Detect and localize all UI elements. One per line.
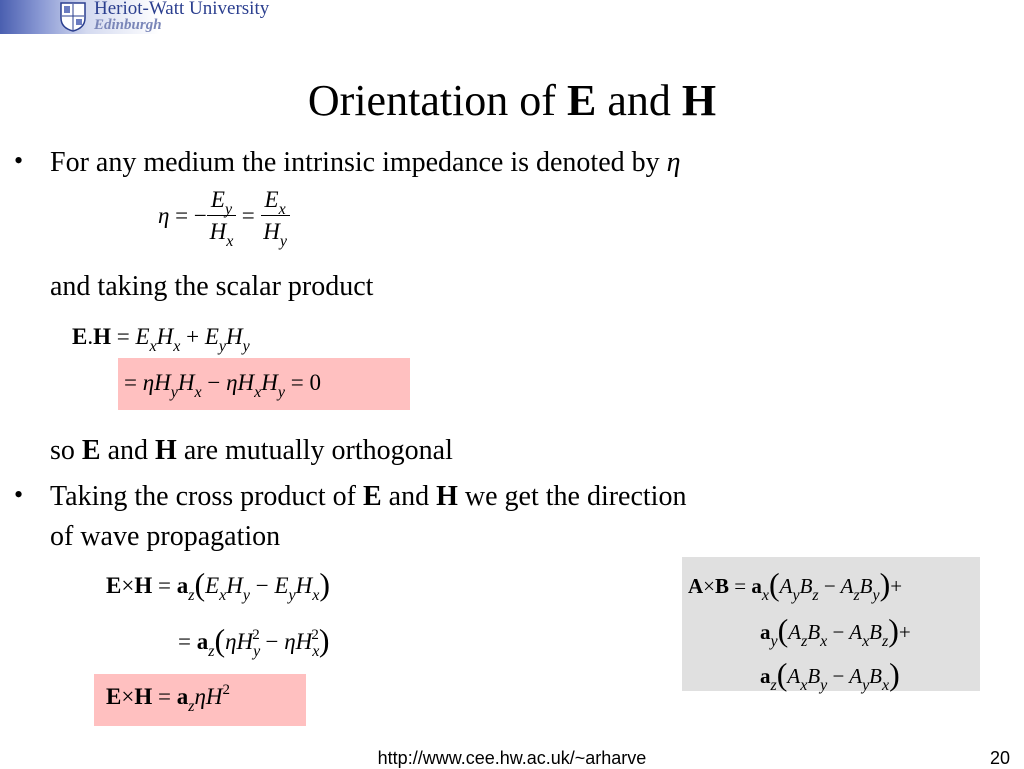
orthogonal-conclusion-text: so E and H are mutually orthogonal (50, 435, 453, 466)
orthogonality-equation: = $\eta H_yH_x - \eta H_xH_y = 0$ (124, 370, 321, 401)
bullet-2-text-line2: of wave propagation (50, 521, 281, 552)
identity-line-1: $A\times B = a_x(A_yB_z - A_zB_y)+$ (688, 566, 903, 604)
page-number: 20 (990, 748, 1011, 768)
eta-symbol: η (666, 147, 681, 178)
scalar-product-text: and taking the scalar product (50, 271, 374, 302)
university-city: Edinburgh (94, 17, 162, 33)
footer-url: http://www.cee.hw.ac.uk/~arharve (377, 748, 647, 768)
bullet-1-text: For any medium the intrinsic impedance is denoted by η (50, 147, 681, 178)
bullet-marker-2: • (14, 480, 24, 509)
identity-line-2: $a_y(A_zB_x - A_xB_z)+$ (760, 612, 911, 650)
cross-product-equation-1: $E\times H = a_z(E_xH_y - E_yH_x)$ (106, 566, 331, 604)
bullet-marker-1: • (14, 146, 24, 175)
university-crest-icon (60, 2, 86, 32)
bullet-2-text: Taking the cross product of E and H we get the direction (50, 481, 687, 512)
cross-product-equation-2: = $a_z(\eta H_y^2 - \eta H_x^2)$ (178, 622, 330, 660)
impedance-equation: η = − $\frac{E_y}{H_x}$ = $\frac{E_x}{H_y}$ (158, 190, 290, 245)
scalar-product-equation: $E.H = E_xH_x + E_yH_y$ (72, 324, 250, 355)
identity-line-3: $a_z(A_xB_y - A_yB_x)$ (760, 656, 900, 694)
slide-title: Orientation of E and H (307, 76, 717, 125)
university-name: Heriot-Watt University (94, 0, 270, 19)
cross-product-result: $E\times H = a_z\eta H^2$ (106, 682, 230, 715)
